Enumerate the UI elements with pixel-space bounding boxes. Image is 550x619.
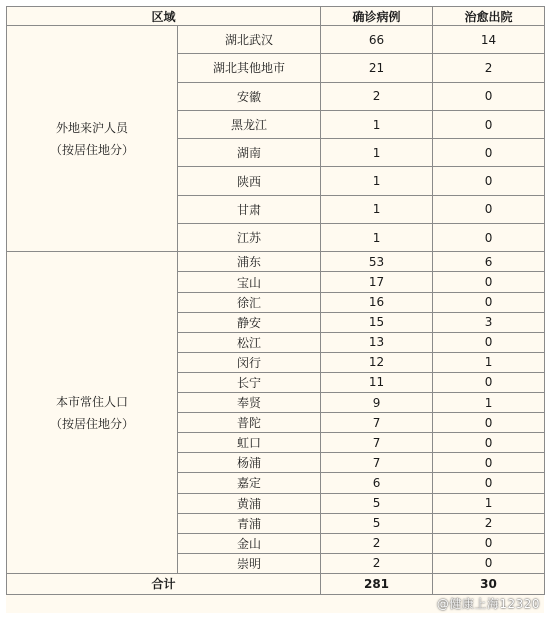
confirmed-count: 1 [321, 224, 433, 252]
confirmed-count: 6 [321, 473, 433, 493]
region-name: 浦东 [178, 252, 321, 272]
cured-count: 0 [433, 292, 545, 312]
region-name: 普陀 [178, 413, 321, 433]
header-confirmed: 确诊病例 [321, 7, 433, 26]
region-name: 湖北武汉 [178, 26, 321, 54]
region-name: 宝山 [178, 272, 321, 292]
confirmed-count: 2 [321, 553, 433, 573]
region-name: 杨浦 [178, 453, 321, 473]
watermark: @健康上海12320 [436, 597, 540, 611]
cases-table [6, 6, 545, 595]
region-name: 虹口 [178, 433, 321, 453]
cured-count: 0 [433, 413, 545, 433]
confirmed-count: 7 [321, 433, 433, 453]
region-name: 青浦 [178, 513, 321, 533]
cured-count: 1 [433, 352, 545, 372]
region-name: 徐汇 [178, 292, 321, 312]
confirmed-count: 1 [321, 195, 433, 223]
total-row [7, 573, 545, 594]
cured-count: 0 [433, 533, 545, 553]
confirmed-count: 1 [321, 110, 433, 138]
region-name: 江苏 [178, 224, 321, 252]
confirmed-count: 7 [321, 413, 433, 433]
cured-count: 0 [433, 372, 545, 392]
header-row [7, 7, 545, 26]
confirmed-count: 5 [321, 513, 433, 533]
group-label-line1: 外地来沪人员 [55, 120, 128, 135]
confirmed-count: 11 [321, 372, 433, 392]
confirmed-count: 21 [321, 54, 433, 82]
cured-count: 0 [433, 224, 545, 252]
total-label: 合计 [7, 573, 321, 594]
cured-count: 0 [433, 433, 545, 453]
region-name: 湖北其他地市 [178, 54, 321, 82]
cured-count: 0 [433, 195, 545, 223]
confirmed-count: 2 [321, 82, 433, 110]
region-name: 黑龙江 [178, 110, 321, 138]
region-name: 甘肃 [178, 195, 321, 223]
total-cured: 30 [433, 573, 545, 594]
cured-count: 0 [433, 139, 545, 167]
header-region: 区域 [7, 7, 321, 26]
group-label-line1: 本市常住人口 [55, 394, 128, 409]
group-label-line2: （按居住地分） [49, 142, 134, 157]
region-name: 松江 [178, 332, 321, 352]
cured-count: 2 [433, 54, 545, 82]
region-name: 嘉定 [178, 473, 321, 493]
region-name: 黄浦 [178, 493, 321, 513]
group-label-line2: （按居住地分） [49, 416, 134, 431]
confirmed-count: 13 [321, 332, 433, 352]
confirmed-count: 12 [321, 352, 433, 372]
table-row [7, 252, 545, 272]
region-name: 崇明 [178, 553, 321, 573]
region-name: 静安 [178, 312, 321, 332]
confirmed-count: 1 [321, 139, 433, 167]
region-name: 奉贤 [178, 393, 321, 413]
region-name: 金山 [178, 533, 321, 553]
confirmed-count: 16 [321, 292, 433, 312]
confirmed-count: 1 [321, 167, 433, 195]
cured-count: 0 [433, 553, 545, 573]
table-sheet [6, 6, 544, 613]
cured-count: 0 [433, 453, 545, 473]
group-label-resident [7, 252, 178, 574]
region-name: 闵行 [178, 352, 321, 372]
confirmed-count: 2 [321, 533, 433, 553]
cured-count: 1 [433, 493, 545, 513]
cured-count: 0 [433, 332, 545, 352]
confirmed-count: 53 [321, 252, 433, 272]
cured-count: 0 [433, 167, 545, 195]
group-label-nonresident [7, 26, 178, 252]
region-name: 长宁 [178, 372, 321, 392]
region-name: 安徽 [178, 82, 321, 110]
confirmed-count: 9 [321, 393, 433, 413]
header-cured: 治愈出院 [433, 7, 545, 26]
confirmed-count: 7 [321, 453, 433, 473]
region-name: 湖南 [178, 139, 321, 167]
region-name: 陕西 [178, 167, 321, 195]
cured-count: 1 [433, 393, 545, 413]
cured-count: 2 [433, 513, 545, 533]
total-confirmed: 281 [321, 573, 433, 594]
cured-count: 14 [433, 26, 545, 54]
cured-count: 0 [433, 473, 545, 493]
cured-count: 0 [433, 82, 545, 110]
cured-count: 3 [433, 312, 545, 332]
confirmed-count: 15 [321, 312, 433, 332]
confirmed-count: 17 [321, 272, 433, 292]
cured-count: 6 [433, 252, 545, 272]
cured-count: 0 [433, 110, 545, 138]
cured-count: 0 [433, 272, 545, 292]
table-row [7, 26, 545, 54]
confirmed-count: 66 [321, 26, 433, 54]
confirmed-count: 5 [321, 493, 433, 513]
